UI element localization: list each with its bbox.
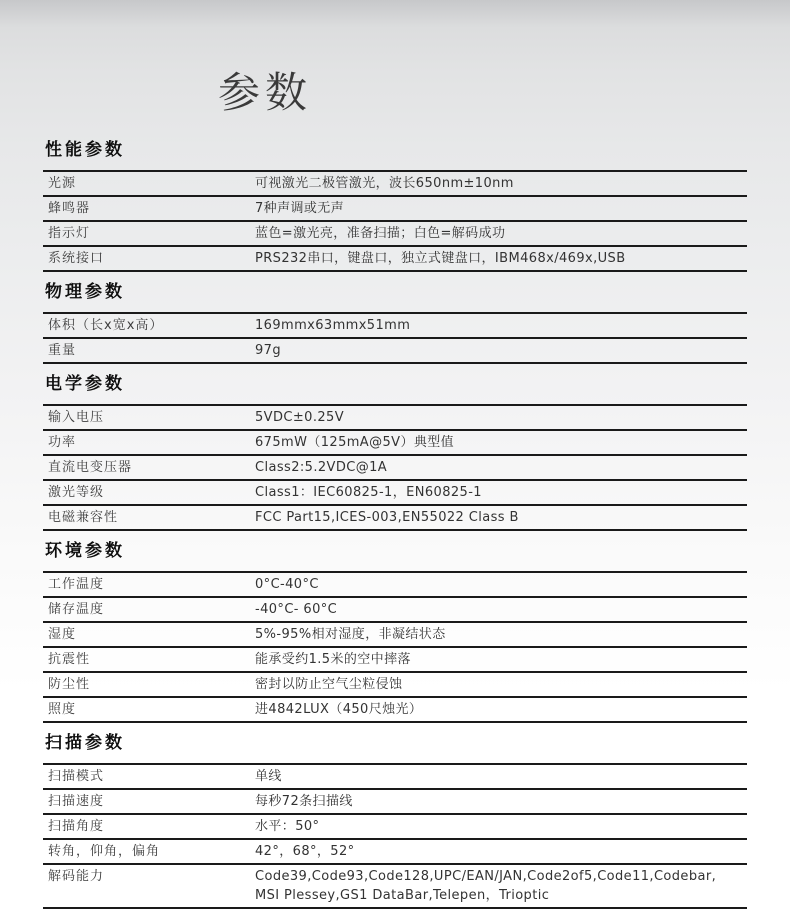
- row-label: 湿度: [48, 627, 77, 642]
- row-value: 42°，68°，52°: [255, 844, 355, 859]
- table-row: [43, 865, 747, 909]
- table-row: [43, 339, 747, 364]
- section-heading: 扫描参数: [45, 733, 125, 753]
- section-environment: [43, 541, 747, 723]
- row-value: 5%-95%相对湿度，非凝结状态: [255, 627, 446, 642]
- section-heading: 物理参数: [45, 282, 125, 302]
- row-value: 可视激光二极管激光，波长650nm±10nm: [255, 176, 514, 191]
- table-row: [43, 222, 747, 247]
- row-label: 指示灯: [48, 226, 91, 241]
- row-label: 扫描模式: [48, 769, 105, 784]
- table-row: [43, 648, 747, 673]
- section-heading: 电学参数: [45, 374, 125, 394]
- section-performance: [43, 140, 747, 272]
- row-value: Class1：IEC60825-1，EN60825-1: [255, 485, 482, 500]
- table-row: [43, 698, 747, 723]
- table-row: [43, 573, 747, 598]
- spec-table: [43, 404, 747, 531]
- table-row: [43, 840, 747, 865]
- row-label: 扫描速度: [48, 794, 105, 809]
- row-value: 675mW（125mA@5V）典型值: [255, 435, 455, 450]
- row-value: -40°C- 60°C: [255, 602, 338, 617]
- row-label: 直流电变压器: [48, 460, 133, 475]
- row-label: 体积（长x宽x高）: [48, 318, 164, 333]
- table-row: [43, 431, 747, 456]
- row-value: 密封以防止空气尘粒侵蚀: [255, 677, 403, 692]
- table-row: [43, 247, 747, 272]
- table-row: [43, 790, 747, 815]
- row-label: 照度: [48, 702, 77, 717]
- section-heading: 性能参数: [45, 140, 125, 160]
- row-label: 扫描角度: [48, 819, 105, 834]
- spec-table: [43, 571, 747, 723]
- table-row: [43, 481, 747, 506]
- table-row: [43, 506, 747, 531]
- table-row: [43, 197, 747, 222]
- row-label: 光源: [48, 176, 77, 191]
- row-label: 功率: [48, 435, 77, 450]
- table-row: [43, 623, 747, 648]
- row-label: 电磁兼容性: [48, 510, 119, 525]
- table-row: [43, 456, 747, 481]
- row-label: 系统接口: [48, 251, 105, 266]
- table-row: [43, 314, 747, 339]
- spec-table: [43, 170, 747, 272]
- row-value-line2: MSI Plessey,GS1 DataBar,Telepen，Trioptic: [255, 888, 550, 903]
- row-value-line1: Code39,Code93,Code128,UPC/EAN/JAN,Code2of5,Code11,Codebar,: [255, 869, 717, 884]
- row-value: 0°C-40°C: [255, 577, 319, 592]
- row-label: 储存温度: [48, 602, 105, 617]
- section-electrical: [43, 374, 747, 531]
- table-row: [43, 673, 747, 698]
- table-row: [43, 406, 747, 431]
- table-row: [43, 765, 747, 790]
- spec-table: [43, 763, 747, 909]
- row-label: 蜂鸣器: [48, 201, 91, 216]
- row-value: 169mmx63mmx51mm: [255, 318, 411, 333]
- row-value: 每秒72条扫描线: [255, 794, 353, 809]
- section-scanning: [43, 733, 747, 909]
- row-value: PRS232串口，键盘口，独立式键盘口，IBM468x/469x,USB: [255, 251, 626, 266]
- spec-content: [43, 140, 747, 909]
- table-row: [43, 172, 747, 197]
- row-label: 输入电压: [48, 410, 105, 425]
- row-value: 97g: [255, 343, 281, 358]
- row-value: 能承受约1.5米的空中摔落: [255, 652, 411, 667]
- table-row: [43, 598, 747, 623]
- row-label: 转角，仰角，偏角: [48, 844, 161, 859]
- row-label: 激光等级: [48, 485, 105, 500]
- row-label: 抗震性: [48, 652, 91, 667]
- row-value: 进4842LUX（450尺烛光）: [255, 702, 423, 717]
- row-value: [255, 867, 747, 905]
- row-label: 防尘性: [48, 677, 91, 692]
- row-value: 蓝色=激光亮，准备扫描；白色=解码成功: [255, 226, 506, 241]
- spec-table: [43, 312, 747, 364]
- row-value: FCC Part15,ICES-003,EN55022 Class B: [255, 510, 519, 525]
- row-value: Class2:5.2VDC@1A: [255, 460, 388, 475]
- row-value: 水平：50°: [255, 819, 320, 834]
- row-value: 7种声调或无声: [255, 201, 345, 216]
- section-heading: 环境参数: [45, 541, 125, 561]
- row-value: 单线: [255, 769, 282, 784]
- row-label: 重量: [48, 343, 77, 358]
- row-label: 解码能力: [48, 869, 105, 884]
- page-title: 参数: [218, 68, 313, 117]
- section-physical: [43, 282, 747, 364]
- row-value: 5VDC±0.25V: [255, 410, 344, 425]
- table-row: [43, 815, 747, 840]
- row-label: 工作温度: [48, 577, 105, 592]
